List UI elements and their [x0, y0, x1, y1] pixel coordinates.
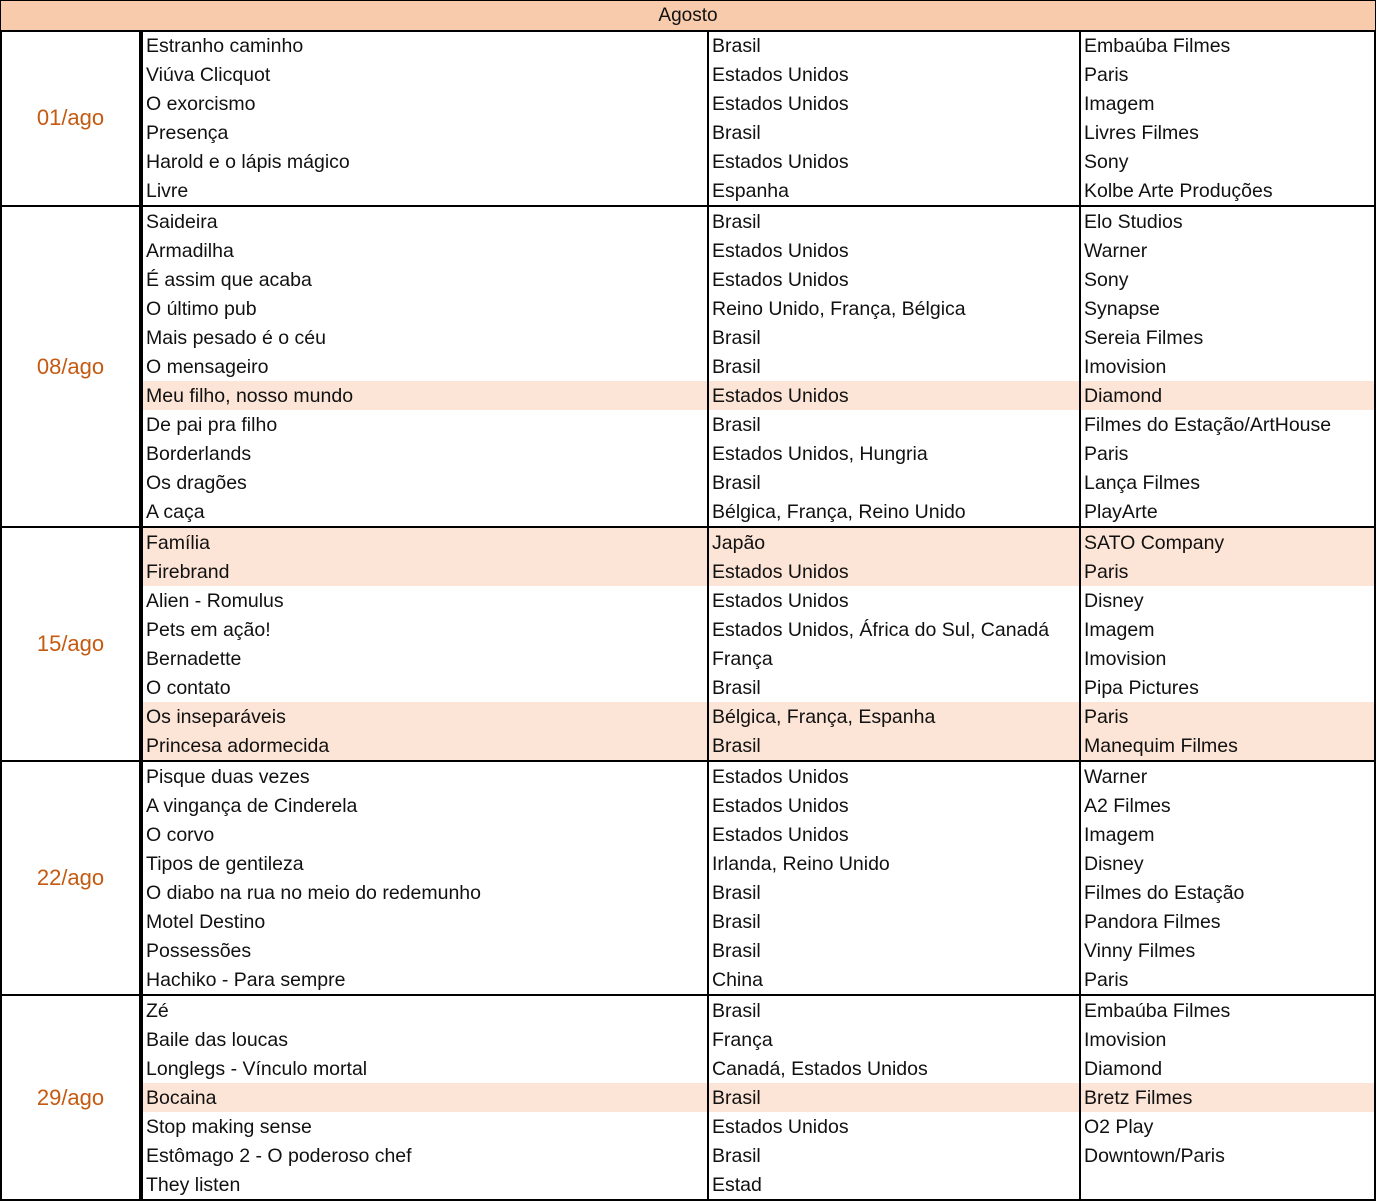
table-row — [143, 294, 1374, 323]
country-cell[interactable]: Brasil — [712, 940, 761, 962]
distributor-cell[interactable]: PlayArte — [1084, 501, 1158, 523]
table-row — [143, 731, 1374, 760]
country-cell[interactable]: Estados Unidos — [712, 64, 849, 86]
distributor-cell[interactable]: Paris — [1084, 443, 1129, 465]
country-cell[interactable]: Brasil — [712, 122, 761, 144]
column-divider — [707, 762, 709, 996]
distributor-cell[interactable]: Downtown/Paris — [1084, 1145, 1225, 1167]
distributor-cell[interactable]: Livres Filmes — [1084, 122, 1199, 144]
film-title-cell[interactable]: Zé — [146, 1000, 169, 1022]
table-row — [143, 147, 1374, 176]
country-cell[interactable]: Estados Unidos — [712, 240, 849, 262]
film-title-cell[interactable]: Longlegs - Vínculo mortal — [146, 1058, 368, 1080]
country-cell[interactable]: Estados Unidos — [712, 824, 849, 846]
distributor-cell[interactable]: Imagem — [1084, 619, 1155, 641]
film-title-cell[interactable]: De pai pra filho — [146, 414, 278, 436]
country-cell[interactable]: China — [712, 969, 763, 991]
country-cell[interactable]: Canadá, Estados Unidos — [712, 1058, 928, 1080]
column-divider — [141, 996, 143, 1201]
film-title-cell[interactable]: O corvo — [146, 824, 215, 846]
film-title-cell[interactable]: Pets em ação! — [146, 619, 271, 641]
country-cell[interactable]: Bélgica, França, Espanha — [712, 706, 936, 728]
table-row — [143, 702, 1374, 731]
table-row — [143, 1054, 1374, 1083]
distributor-cell[interactable]: Vinny Filmes — [1084, 940, 1196, 962]
film-title-cell[interactable]: Harold e o lápis mágico — [146, 151, 350, 173]
country-cell[interactable]: Brasil — [712, 1000, 761, 1022]
film-title-cell[interactable]: Os inseparáveis — [146, 706, 286, 728]
film-title-cell[interactable]: Família — [146, 532, 210, 554]
column-divider — [141, 762, 143, 996]
film-title-cell[interactable]: Stop making sense — [146, 1116, 312, 1138]
country-cell[interactable]: Espanha — [712, 180, 789, 202]
film-title-cell[interactable]: Princesa adormecida — [146, 735, 330, 757]
table-row — [143, 762, 1374, 791]
film-title-cell[interactable]: Hachiko - Para sempre — [146, 969, 346, 991]
country-cell[interactable]: Estados Unidos — [712, 151, 849, 173]
date-group — [0, 528, 1376, 760]
distributor-cell[interactable]: Warner — [1084, 766, 1148, 788]
film-title-cell[interactable]: They listen — [146, 1174, 241, 1196]
distributor-cell[interactable]: Manequim Filmes — [1084, 735, 1238, 757]
country-cell[interactable]: Brasil — [712, 882, 761, 904]
film-title-cell[interactable]: Estômago 2 - O poderoso chef — [146, 1145, 412, 1167]
table-row — [143, 323, 1374, 352]
distributor-cell[interactable]: Imovision — [1084, 648, 1167, 670]
distributor-cell[interactable]: Elo Studios — [1084, 211, 1183, 233]
table-row — [143, 410, 1374, 439]
column-divider — [707, 996, 709, 1201]
distributor-cell[interactable]: Sony — [1084, 151, 1129, 173]
distributor-cell[interactable]: Disney — [1084, 853, 1144, 875]
table-row — [143, 118, 1374, 147]
country-cell[interactable]: Brasil — [712, 911, 761, 933]
table-row — [143, 936, 1374, 965]
release-date-cell[interactable]: 22/ago — [0, 762, 141, 994]
table-row — [143, 31, 1374, 60]
table-row — [143, 878, 1374, 907]
month-header[interactable]: Agosto — [0, 0, 1376, 32]
film-title-cell[interactable]: Livre — [146, 180, 189, 202]
table-row — [143, 996, 1374, 1025]
table-row — [143, 265, 1374, 294]
table-row — [143, 965, 1374, 994]
table-row — [143, 791, 1374, 820]
distributor-cell[interactable]: Embaúba Filmes — [1084, 35, 1231, 57]
film-title-cell[interactable]: Mais pesado é o céu — [146, 327, 326, 349]
distributor-cell[interactable]: Bretz Filmes — [1084, 1087, 1193, 1109]
table-row — [143, 1141, 1374, 1170]
film-title-cell[interactable]: A caça — [146, 501, 205, 523]
country-cell[interactable]: Brasil — [712, 35, 761, 57]
distributor-cell[interactable]: Imovision — [1084, 356, 1167, 378]
country-cell[interactable]: Estados Unidos — [712, 561, 849, 583]
country-cell[interactable]: Estados Unidos — [712, 1116, 849, 1138]
distributor-cell[interactable]: Disney — [1084, 590, 1144, 612]
distributor-cell[interactable]: Paris — [1084, 706, 1129, 728]
film-title-cell[interactable]: Firebrand — [146, 561, 230, 583]
country-cell[interactable]: Estados Unidos, Hungria — [712, 443, 928, 465]
table-row — [143, 236, 1374, 265]
country-cell[interactable]: Estados Unidos — [712, 766, 849, 788]
column-divider — [1079, 528, 1081, 762]
release-date-cell[interactable]: 01/ago — [0, 31, 141, 205]
country-cell[interactable]: Brasil — [712, 472, 761, 494]
film-title-cell[interactable]: O diabo na rua no meio do redemunho — [146, 882, 481, 904]
film-title-cell[interactable]: Bernadette — [146, 648, 242, 670]
country-cell[interactable]: Estados Unidos — [712, 269, 849, 291]
table-row — [143, 89, 1374, 118]
film-title-cell[interactable]: Motel Destino — [146, 911, 266, 933]
country-cell[interactable]: Estados Unidos — [712, 590, 849, 612]
film-title-cell[interactable]: Presença — [146, 122, 229, 144]
country-cell[interactable]: Brasil — [712, 327, 761, 349]
table-row — [143, 352, 1374, 381]
country-cell[interactable]: Brasil — [712, 211, 761, 233]
column-divider — [707, 207, 709, 528]
film-title-cell[interactable]: Armadilha — [146, 240, 234, 262]
country-cell[interactable]: Brasil — [712, 356, 761, 378]
distributor-cell[interactable]: Pandora Filmes — [1084, 911, 1221, 933]
table-row — [143, 1170, 1374, 1199]
distributor-cell[interactable]: Imovision — [1084, 1029, 1167, 1051]
country-cell[interactable]: Brasil — [712, 1087, 761, 1109]
distributor-cell[interactable]: Kolbe Arte Produções — [1084, 180, 1273, 202]
distributor-cell[interactable]: Imagem — [1084, 93, 1155, 115]
distributor-cell[interactable]: Embaúba Filmes — [1084, 1000, 1231, 1022]
film-title-cell[interactable]: Saideira — [146, 211, 218, 233]
distributor-cell[interactable]: A2 Filmes — [1084, 795, 1171, 817]
distributor-cell[interactable]: Sony — [1084, 269, 1129, 291]
distributor-cell[interactable]: Filmes do Estação — [1084, 882, 1245, 904]
table-row — [143, 673, 1374, 702]
country-cell[interactable]: França — [712, 648, 773, 670]
date-group — [0, 996, 1376, 1199]
distributor-cell[interactable]: Filmes do Estação/ArtHouse — [1084, 414, 1332, 436]
country-cell[interactable]: Bélgica, França, Reino Unido — [712, 501, 966, 523]
column-divider — [141, 31, 143, 207]
column-divider — [707, 31, 709, 207]
film-title-cell[interactable]: O contato — [146, 677, 231, 699]
country-cell[interactable]: Reino Unido, França, Bélgica — [712, 298, 966, 320]
film-title-cell[interactable]: O último pub — [146, 298, 257, 320]
distributor-cell[interactable]: Diamond — [1084, 385, 1163, 407]
table-row — [143, 907, 1374, 936]
column-divider — [1079, 996, 1081, 1201]
film-title-cell[interactable]: Os dragões — [146, 472, 247, 494]
film-title-cell[interactable]: O exorcismo — [146, 93, 256, 115]
country-cell[interactable]: Estados Unidos — [712, 385, 849, 407]
table-row — [143, 1083, 1374, 1112]
table-row — [143, 60, 1374, 89]
film-title-cell[interactable]: O mensageiro — [146, 356, 269, 378]
table-row — [143, 176, 1374, 205]
table-row — [143, 1112, 1374, 1141]
distributor-cell[interactable]: SATO Company — [1084, 532, 1225, 554]
distributor-cell[interactable]: Synapse — [1084, 298, 1160, 320]
film-title-cell[interactable]: Alien - Romulus — [146, 590, 284, 612]
country-cell[interactable]: Irlanda, Reino Unido — [712, 853, 890, 875]
film-title-cell[interactable]: Borderlands — [146, 443, 252, 465]
column-divider — [1079, 762, 1081, 996]
table-row — [143, 615, 1374, 644]
country-cell[interactable]: Estad — [712, 1174, 762, 1196]
release-date-cell[interactable]: 29/ago — [0, 996, 141, 1199]
table-row — [143, 381, 1374, 410]
film-title-cell[interactable]: Estranho caminho — [146, 35, 304, 57]
table-row — [143, 644, 1374, 673]
column-divider — [141, 207, 143, 528]
distributor-cell[interactable]: Diamond — [1084, 1058, 1163, 1080]
column-divider — [707, 528, 709, 762]
film-title-cell[interactable]: Bocaina — [146, 1087, 217, 1109]
film-title-cell[interactable]: Meu filho, nosso mundo — [146, 385, 354, 407]
column-divider — [1079, 31, 1081, 207]
date-group — [0, 31, 1376, 205]
film-title-cell[interactable]: Tipos de gentileza — [146, 853, 304, 875]
distributor-cell[interactable]: O2 Play — [1084, 1116, 1154, 1138]
table-row — [143, 528, 1374, 557]
country-cell[interactable]: Estados Unidos, África do Sul, Canadá — [712, 619, 1050, 641]
table-row — [143, 439, 1374, 468]
country-cell[interactable]: Japão — [712, 532, 766, 554]
film-title-cell[interactable]: Pisque duas vezes — [146, 766, 310, 788]
distributor-cell[interactable] — [1081, 1170, 1374, 1199]
film-title-cell[interactable]: Viúva Clicquot — [146, 64, 271, 86]
country-cell[interactable]: Brasil — [712, 735, 761, 757]
table-row — [143, 820, 1374, 849]
distributor-cell[interactable]: Warner — [1084, 240, 1148, 262]
country-cell[interactable]: França — [712, 1029, 773, 1051]
distributor-cell[interactable]: Paris — [1084, 969, 1129, 991]
film-title-cell[interactable]: A vingança de Cinderela — [146, 795, 358, 817]
distributor-cell[interactable]: Paris — [1084, 64, 1129, 86]
distributor-cell[interactable]: Imagem — [1084, 824, 1155, 846]
country-cell[interactable]: Estados Unidos — [712, 93, 849, 115]
film-title-cell[interactable]: É assim que acaba — [146, 269, 312, 291]
distributor-cell[interactable]: Sereia Filmes — [1084, 327, 1204, 349]
table-row — [143, 849, 1374, 878]
table-row — [143, 468, 1374, 497]
table-row — [143, 557, 1374, 586]
column-divider — [141, 528, 143, 762]
date-group — [0, 207, 1376, 526]
distributor-cell[interactable]: Paris — [1084, 561, 1129, 583]
date-group — [0, 762, 1376, 994]
country-cell[interactable]: Estados Unidos — [712, 795, 849, 817]
release-date-cell[interactable]: 15/ago — [0, 528, 141, 760]
release-date-cell[interactable]: 08/ago — [0, 207, 141, 526]
film-title-cell[interactable]: Baile das loucas — [146, 1029, 289, 1051]
table-row — [143, 207, 1374, 236]
film-title-cell[interactable]: Possessões — [146, 940, 252, 962]
country-cell[interactable]: Brasil — [712, 1145, 761, 1167]
table-row — [143, 497, 1374, 526]
country-cell[interactable]: Brasil — [712, 677, 761, 699]
table-row — [143, 1025, 1374, 1054]
table-row — [143, 586, 1374, 615]
country-cell[interactable]: Brasil — [712, 414, 761, 436]
distributor-cell[interactable]: Pipa Pictures — [1084, 677, 1199, 699]
distributor-cell[interactable]: Lança Filmes — [1084, 472, 1200, 494]
column-divider — [1079, 207, 1081, 528]
